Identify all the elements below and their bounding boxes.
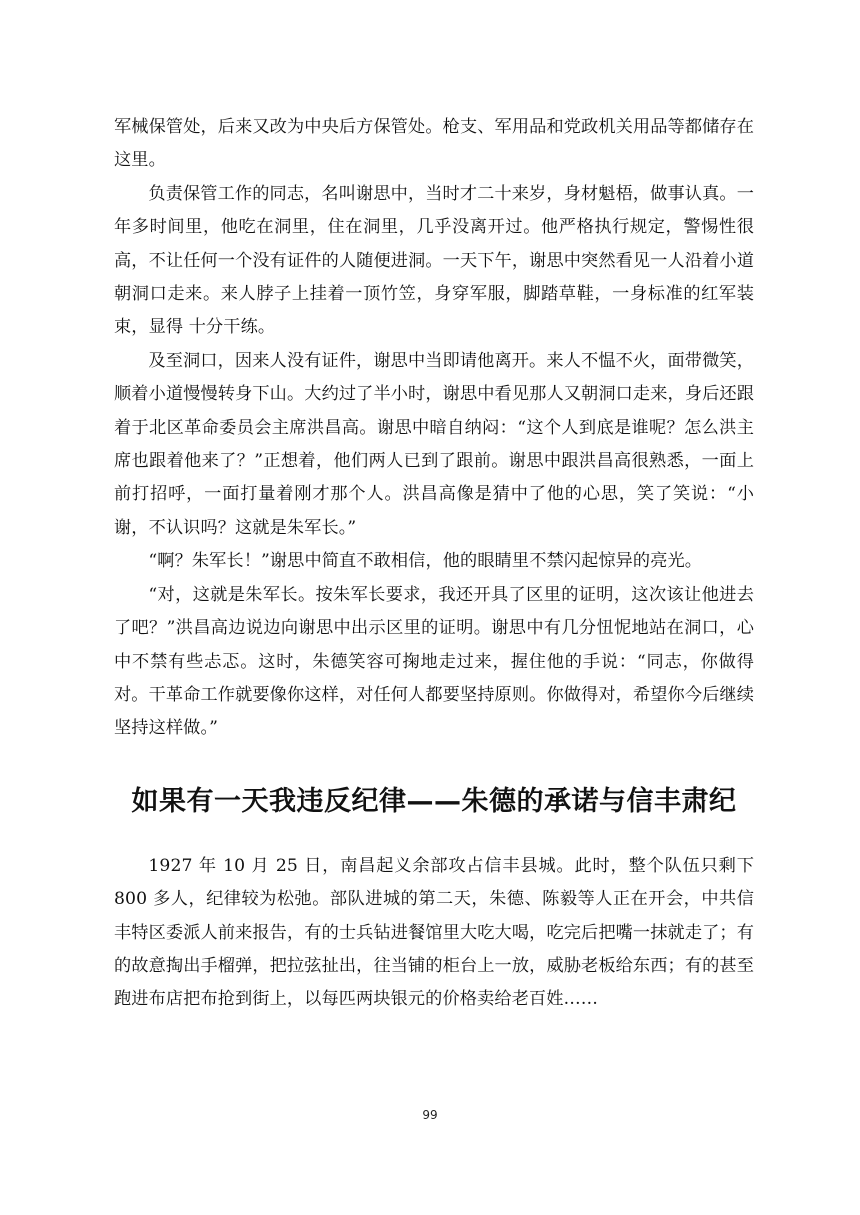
paragraph-surprise: “啊？朱军长！”谢思中简直不敢相信，他的眼睛里不禁闪起惊异的亮光。 xyxy=(148,551,703,572)
paragraph-xie-sizhong-intro: 负责保管工作的同志，名叫谢思中，当时才二十来岁，身材魁梧，做事认真。一年多时间里，他吃在洞里，住在洞里，几乎没离开过。他严格执行规定，警惕性很高，不让任何一个没有证件的人随便进洞。一天下午，谢思中突然看见一人沿着小道朝洞口走来。来人脖子上挂着一顶竹笠，身穿军服，脚踏草鞋，一身标准的红军装束，显得 十分干练。 xyxy=(114,183,754,338)
page-number: 99 xyxy=(422,1108,438,1122)
paragraph-zhu-de-praise: “对，这就是朱军长。按朱军长要求，我还开具了区里的证明，这次该让他进去了吧？”洪昌高边说边向谢思中出示区里的证明。谢思中有几分忸怩地站在洞口，心中不禁有些忐忑。这时，朱德笑容可掬地走过来，握住他的手说：“同志，你做得对。干革命工作就要像你这样，对任何人都要坚持原则。你做得对，希望你今后继续坚持这样做。” xyxy=(114,584,754,739)
paragraph-xinfeng-1927: 1927 年 10 月 25 日，南昌起义余部攻占信丰县城。此时，整个队伍只剩下 800 多人，纪律较为松弛。部队进城的第二天，朱德、陈毅等人正在开会，中共信丰特区委派人前来报告，有的士兵钻进餐馆里大吃大喝，吃完后把嘴一抹就走了；有的故意掏出手榴弹，把拉弦扯出，往当铺的柜台上一放，威胁老板给东西；有的甚至跑进布店把布抢到街上，以每匹两块银元的价格卖给老百姓…… xyxy=(114,855,754,1010)
paragraph-arrival: 及至洞口，因来人没有证件，谢思中当即请他离开。来人不愠不火，面带微笑，顺着小道慢慢转身下山。大约过了半小时，谢思中看见那人又朝洞口走来，身后还跟着于北区革命委员会主席洪昌高。谢思中暗自纳闷：“这个人到底是谁呢？怎么洪主席也跟着他来了？”正想着，他们两人已到了跟前。谢思中跟洪昌高很熟悉，一面上前打招呼，一面打量着刚才那个人。洪昌高像是猜中了他的心思，笑了笑说：“小谢，不认识吗？这就是朱军长。” xyxy=(114,350,754,538)
paragraph-continuation: 军械保管处，后来又改为中央后方保管处。枪支、军用品和党政机关用品等都储存在这里。 xyxy=(114,117,754,171)
document-page xyxy=(114,111,754,1017)
section-title: 如果有一天我违反纪律——朱德的承诺与信丰肃纪 xyxy=(131,785,737,817)
